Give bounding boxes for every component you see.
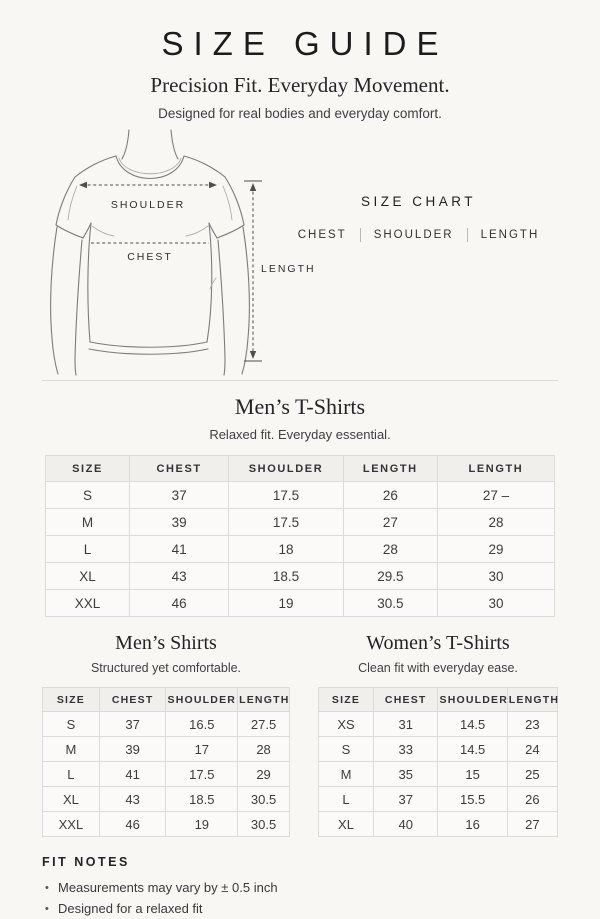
table-cell: 33 — [373, 737, 438, 762]
size-chart-measures — [296, 228, 541, 242]
measure-chest-label: CHEST — [298, 229, 347, 241]
diagram-chest-label: CHEST — [127, 251, 173, 263]
table-cell: 39 — [99, 737, 166, 762]
lower-tables-section — [0, 631, 600, 837]
table-header-row — [319, 688, 558, 712]
table-row — [319, 737, 558, 762]
fit-notes-title: FIT NOTES — [42, 855, 558, 869]
mens-shirts-subtitle: Structured yet comfortable. — [42, 661, 290, 676]
fit-note-item: • Designed for a relaxed fit — [42, 899, 558, 919]
measure-divider — [360, 228, 361, 242]
table-cell: XL — [319, 812, 374, 837]
table-cell: 27 — [343, 509, 437, 536]
table-cell: L — [319, 787, 374, 812]
table-cell: 16.5 — [166, 712, 238, 737]
table-cell: 17 — [166, 737, 238, 762]
table-row — [46, 482, 555, 509]
column-header: SIZE — [46, 456, 130, 482]
table-row — [43, 762, 290, 787]
womens-tshirts-title: Women’s T-Shirts — [318, 631, 558, 655]
table-cell: 41 — [99, 762, 166, 787]
table-cell: 18.5 — [229, 563, 344, 590]
table-cell: XL — [43, 787, 100, 812]
table-cell: 18 — [229, 536, 344, 563]
table-cell: 30 — [437, 563, 554, 590]
diagram-section — [0, 130, 600, 380]
table-cell: 28 — [238, 737, 290, 762]
measure-divider — [467, 228, 468, 242]
fit-notes-list — [42, 878, 558, 919]
table-cell: 37 — [99, 712, 166, 737]
table-cell: 41 — [129, 536, 228, 563]
column-header: SHOULDER — [229, 456, 344, 482]
table-cell: 37 — [373, 787, 438, 812]
table-cell: L — [46, 536, 130, 563]
mens-tshirts-subtitle: Relaxed fit. Everyday essential. — [0, 427, 600, 442]
table-row — [319, 712, 558, 737]
table-cell: S — [319, 737, 374, 762]
column-header: LENGTH — [343, 456, 437, 482]
table-cell: 28 — [343, 536, 437, 563]
column-header: CHEST — [373, 688, 438, 712]
womens-tshirts-section — [318, 631, 558, 837]
table-cell: 35 — [373, 762, 438, 787]
table-cell: 14.5 — [438, 737, 507, 762]
column-header: SHOULDER — [438, 688, 507, 712]
tshirt-measurement-diagram-icon — [30, 130, 310, 380]
column-header: CHEST — [129, 456, 228, 482]
table-cell: 16 — [438, 812, 507, 837]
table-cell: 30.5 — [343, 590, 437, 617]
table-cell: 24 — [507, 737, 557, 762]
column-header: LENGTH — [507, 688, 557, 712]
column-header: SHOULDER — [166, 688, 238, 712]
womens-tshirts-subtitle: Clean fit with everyday ease. — [318, 661, 558, 676]
table-cell: 19 — [229, 590, 344, 617]
column-header: SIZE — [319, 688, 374, 712]
table-row — [43, 787, 290, 812]
table-cell: 30.5 — [238, 812, 290, 837]
table-cell: 30 — [437, 590, 554, 617]
table-cell: 29 — [238, 762, 290, 787]
table-cell: 46 — [129, 590, 228, 617]
table-cell: 17.5 — [166, 762, 238, 787]
table-header-row — [46, 456, 555, 482]
table-cell: 23 — [507, 712, 557, 737]
table-row — [46, 536, 555, 563]
column-header: LENGTH — [437, 456, 554, 482]
table-cell: XXL — [43, 812, 100, 837]
fit-notes-section — [0, 855, 600, 919]
column-header: CHEST — [99, 688, 166, 712]
page-title: SIZE GUIDE — [0, 25, 600, 63]
table-cell: 31 — [373, 712, 438, 737]
column-header: SIZE — [43, 688, 100, 712]
page-header — [0, 0, 600, 122]
table-cell: S — [46, 482, 130, 509]
table-row — [319, 762, 558, 787]
mens-shirts-section — [42, 631, 290, 837]
table-row — [46, 563, 555, 590]
table-cell: 17.5 — [229, 509, 344, 536]
table-cell: 46 — [99, 812, 166, 837]
table-cell: 27 — [507, 812, 557, 837]
table-cell: S — [43, 712, 100, 737]
table-cell: 27.5 — [238, 712, 290, 737]
table-row — [46, 509, 555, 536]
page-tagline: Designed for real bodies and everyday comfort. — [0, 106, 600, 122]
column-header: LENGTH — [238, 688, 290, 712]
table-cell: XL — [46, 563, 130, 590]
table-cell: XS — [319, 712, 374, 737]
page-subtitle: Precision Fit. Everyday Movement. — [0, 73, 600, 97]
table-row — [43, 737, 290, 762]
table-cell: 30.5 — [238, 787, 290, 812]
table-cell: 26 — [343, 482, 437, 509]
table-row — [43, 712, 290, 737]
table-row — [319, 787, 558, 812]
section-divider — [42, 380, 558, 381]
table-cell: 19 — [166, 812, 238, 837]
table-row — [319, 812, 558, 837]
table-cell: 26 — [507, 787, 557, 812]
table-cell: L — [43, 762, 100, 787]
table-cell: 29.5 — [343, 563, 437, 590]
size-chart-title: SIZE CHART — [296, 194, 541, 209]
measure-length-label: LENGTH — [481, 229, 540, 241]
womens-tshirts-table — [318, 687, 558, 837]
table-cell: 25 — [507, 762, 557, 787]
measure-shoulder-label: SHOULDER — [374, 229, 454, 241]
table-row — [46, 590, 555, 617]
table-cell: M — [319, 762, 374, 787]
table-cell: 43 — [99, 787, 166, 812]
mens-shirts-table — [42, 687, 290, 837]
mens-tshirts-section — [0, 394, 600, 617]
table-cell: 15.5 — [438, 787, 507, 812]
table-cell: 37 — [129, 482, 228, 509]
diagram-length-label: LENGTH — [261, 263, 316, 275]
table-cell: 14.5 — [438, 712, 507, 737]
size-chart-panel — [296, 194, 541, 242]
table-cell: M — [46, 509, 130, 536]
table-cell: XXL — [46, 590, 130, 617]
table-cell: 29 — [437, 536, 554, 563]
table-cell: 18.5 — [166, 787, 238, 812]
mens-tshirts-table — [45, 455, 555, 617]
table-row — [43, 812, 290, 837]
mens-tshirts-title: Men’s T-Shirts — [0, 394, 600, 420]
table-cell: 40 — [373, 812, 438, 837]
mens-shirts-title: Men’s Shirts — [42, 631, 290, 655]
table-cell: 43 — [129, 563, 228, 590]
table-cell: 27 – — [437, 482, 554, 509]
diagram-shoulder-label: SHOULDER — [111, 199, 185, 211]
table-cell: 15 — [438, 762, 507, 787]
table-cell: M — [43, 737, 100, 762]
table-cell: 28 — [437, 509, 554, 536]
table-header-row — [43, 688, 290, 712]
fit-note-item: • Measurements may vary by ± 0.5 inch — [42, 878, 558, 899]
table-cell: 39 — [129, 509, 228, 536]
table-cell: 17.5 — [229, 482, 344, 509]
